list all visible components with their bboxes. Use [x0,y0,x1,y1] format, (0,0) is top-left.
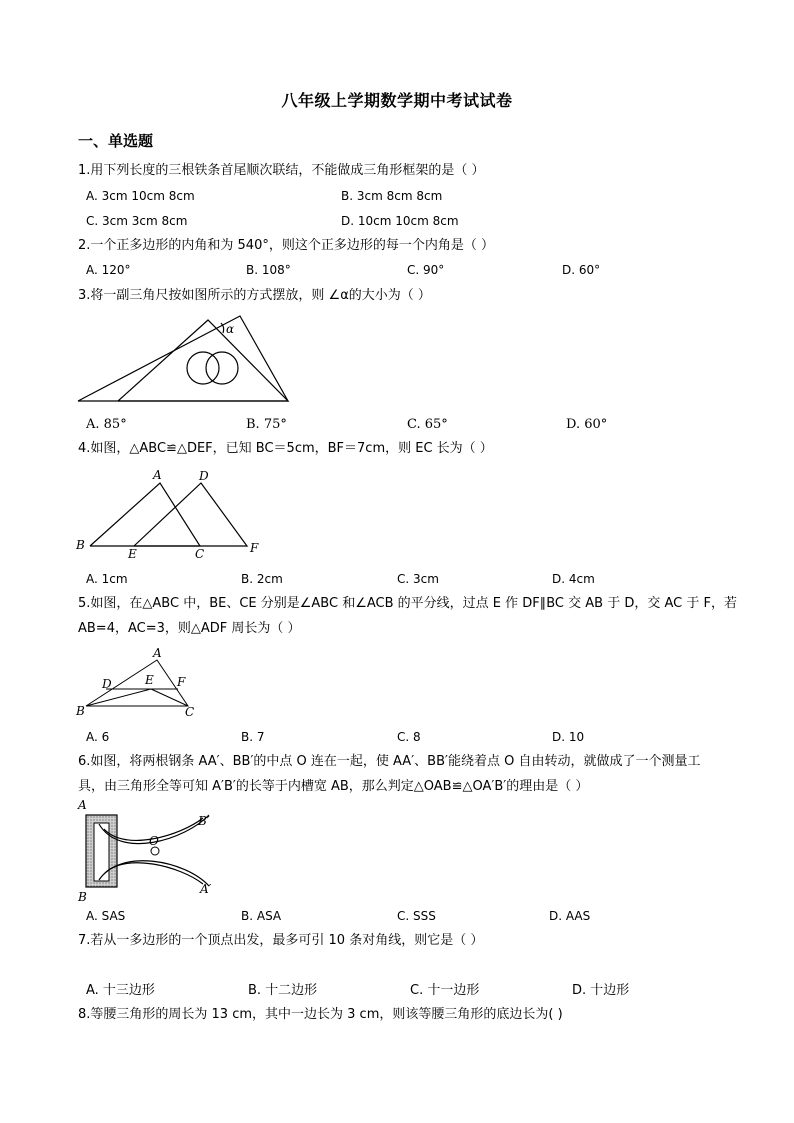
q7-option-c[interactable]: C. 十一边形 [410,983,480,998]
question-6-stem-line1: 6.如图，将两根钢条 AA′、BB′的中点 O 连在一起，使 AA′、BB′能绕着点 O 自由转动，就做成了一个测量工 [78,754,701,769]
q5-label-d: D [102,677,112,691]
question-3-stem: 3.将一副三角尺按如图所示的方式摆放，则 ∠α的大小为（ ） [78,288,431,303]
q6-option-d[interactable]: D. AAS [549,909,591,923]
question-4-stem: 4.如图，△ABC≌△DEF，已知 BC＝5cm，BF＝7cm，则 EC 长为（ ） [78,441,493,456]
q3-option-c-text: C. 65° [407,417,448,432]
q5-option-a[interactable]: A. 6 [86,730,110,744]
q4-option-c[interactable]: C. 3cm [397,572,439,586]
q7-option-d[interactable]: D. 十边形 [572,983,630,998]
q6-label-b: B [78,890,87,904]
q6-label-b-prime: B′ [198,814,210,828]
q4-option-b[interactable]: B. 2cm [241,572,283,586]
q6-option-a[interactable]: A. SAS [86,909,126,923]
q1-option-d[interactable]: D. 10cm 10cm 8cm [341,214,459,228]
q7-option-a[interactable]: A. 十三边形 [86,983,155,998]
q5-option-b[interactable]: B. 7 [241,730,265,744]
q4-option-d[interactable]: D. 4cm [552,572,595,586]
q6-option-c[interactable]: C. SSS [397,909,436,923]
q1-option-b[interactable]: B. 3cm 8cm 8cm [341,189,443,203]
question-7-stem: 7.若从一多边形的一个顶点出发，最多可引 10 条对角线，则它是（ ） [78,933,484,948]
q7-option-b[interactable]: B. 十二边形 [248,983,318,998]
question-6-stem-line2: 具，由三角形全等可知 A′B′的长等于内槽宽 AB，那么判定△OAB≌△OA′B′的理由是（ ） [78,779,589,794]
q3-option-d-text: D. 60° [566,417,608,432]
q6-label-a: A [78,798,87,812]
q5-option-d[interactable]: D. 10 [552,730,585,744]
question-5-stem-line2: AB=4，AC=3，则△ADF 周长为（ ） [78,621,301,636]
q1-option-c[interactable]: C. 3cm 3cm 8cm [86,214,188,228]
q6-pivot-o [151,847,159,855]
q4-label-d: D [199,469,209,483]
page-title: 八年级上学期数学期中考试试卷 [281,91,513,110]
question-8-stem: 8.等腰三角形的周长为 13 cm，其中一边长为 3 cm，则该等腰三角形的底边长为( ) [78,1007,563,1022]
q2-option-b[interactable]: B. 108° [246,263,291,277]
q2-option-c[interactable]: C. 90° [407,263,445,277]
q6-label-o: O [149,834,159,848]
q5-label-c: C [185,705,195,719]
q4-label-e: E [128,547,137,561]
question-2-stem: 2.一个正多边形的内角和为 540°，则这个正多边形的每一个内角是（ ） [78,238,494,253]
q3-option-a-text: A. 85° [86,417,127,432]
q6-option-b[interactable]: B. ASA [241,909,282,923]
q5-label-f: F [177,675,186,689]
q5-label-e: E [145,673,154,687]
question-5-stem-line1: 5.如图，在△ABC 中，BE、CE 分别是∠ABC 和∠ACB 的平分线，过点 E 作 DF∥BC 交 AB 于 D，交 AC 于 F，若 [78,596,737,611]
q5-label-b: B [76,704,85,718]
q3-option-b-text: B. 75° [246,417,287,432]
q4-label-f: F [250,541,259,555]
q6-label-a-prime: A′ [200,882,212,896]
question-1-stem: 1.用下列长度的三根铁条首尾顺次联结，不能做成三角形框架的是（ ） [78,163,485,178]
q4-label-a: A [153,468,162,482]
q4-option-a[interactable]: A. 1cm [86,572,128,586]
section-title: 一、单选题 [78,132,154,150]
q5-label-a: A [153,646,162,660]
q4-label-b: B [76,538,85,552]
q4-label-c: C [195,547,205,561]
q2-option-d[interactable]: D. 60° [562,263,601,277]
q5-option-c[interactable]: C. 8 [397,730,421,744]
q3-label-alpha: α [226,322,235,336]
q1-option-a[interactable]: A. 3cm 10cm 8cm [86,189,195,203]
q2-option-a[interactable]: A. 120° [86,263,131,277]
